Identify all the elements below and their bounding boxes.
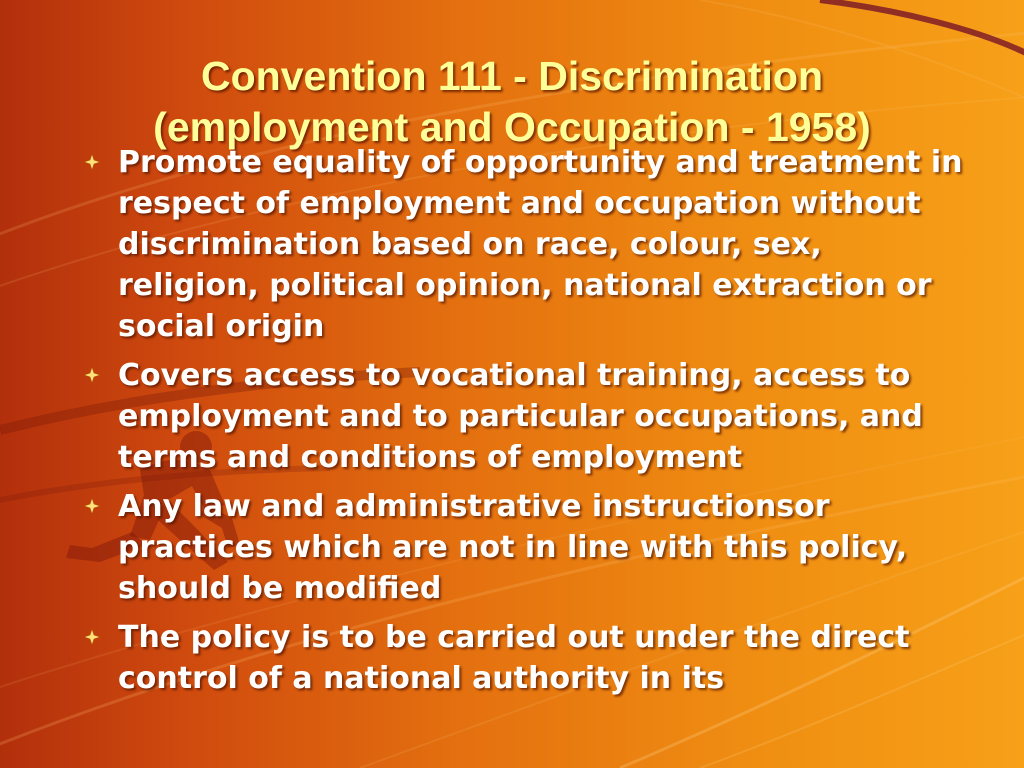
bullet-text: Promote equality of opportunity and treatment in respect of employment and occupation without discrimination based on race, colour, sex, religion, political opinion, national extraction or social origin (118, 145, 963, 344)
four-point-star-bullet-icon (84, 367, 100, 383)
bullet-text: Any law and administrative instructionsor practices which are not in line with this policy, should be modified (118, 489, 908, 606)
slide-title-line-2: (employment and Occupation - 1958) (153, 104, 871, 151)
slide-title-line-1: Convention 111 - Discrimination (201, 53, 823, 100)
four-point-star-bullet-icon (84, 154, 100, 170)
bullet-list (84, 142, 964, 707)
bullet-text: Covers access to vocational training, access to employment and to particular occupations, and terms and conditions of employment (118, 358, 923, 475)
slide-title (0, 51, 1024, 153)
bullet-item (84, 355, 964, 478)
four-point-star-bullet-icon (84, 629, 100, 645)
four-point-star-bullet-icon (84, 498, 100, 514)
bullet-item (84, 617, 964, 699)
bullet-item (84, 142, 964, 347)
bullet-item (84, 486, 964, 609)
bullet-text: The policy is to be carried out under the direct control of a national authority in its (118, 620, 910, 696)
